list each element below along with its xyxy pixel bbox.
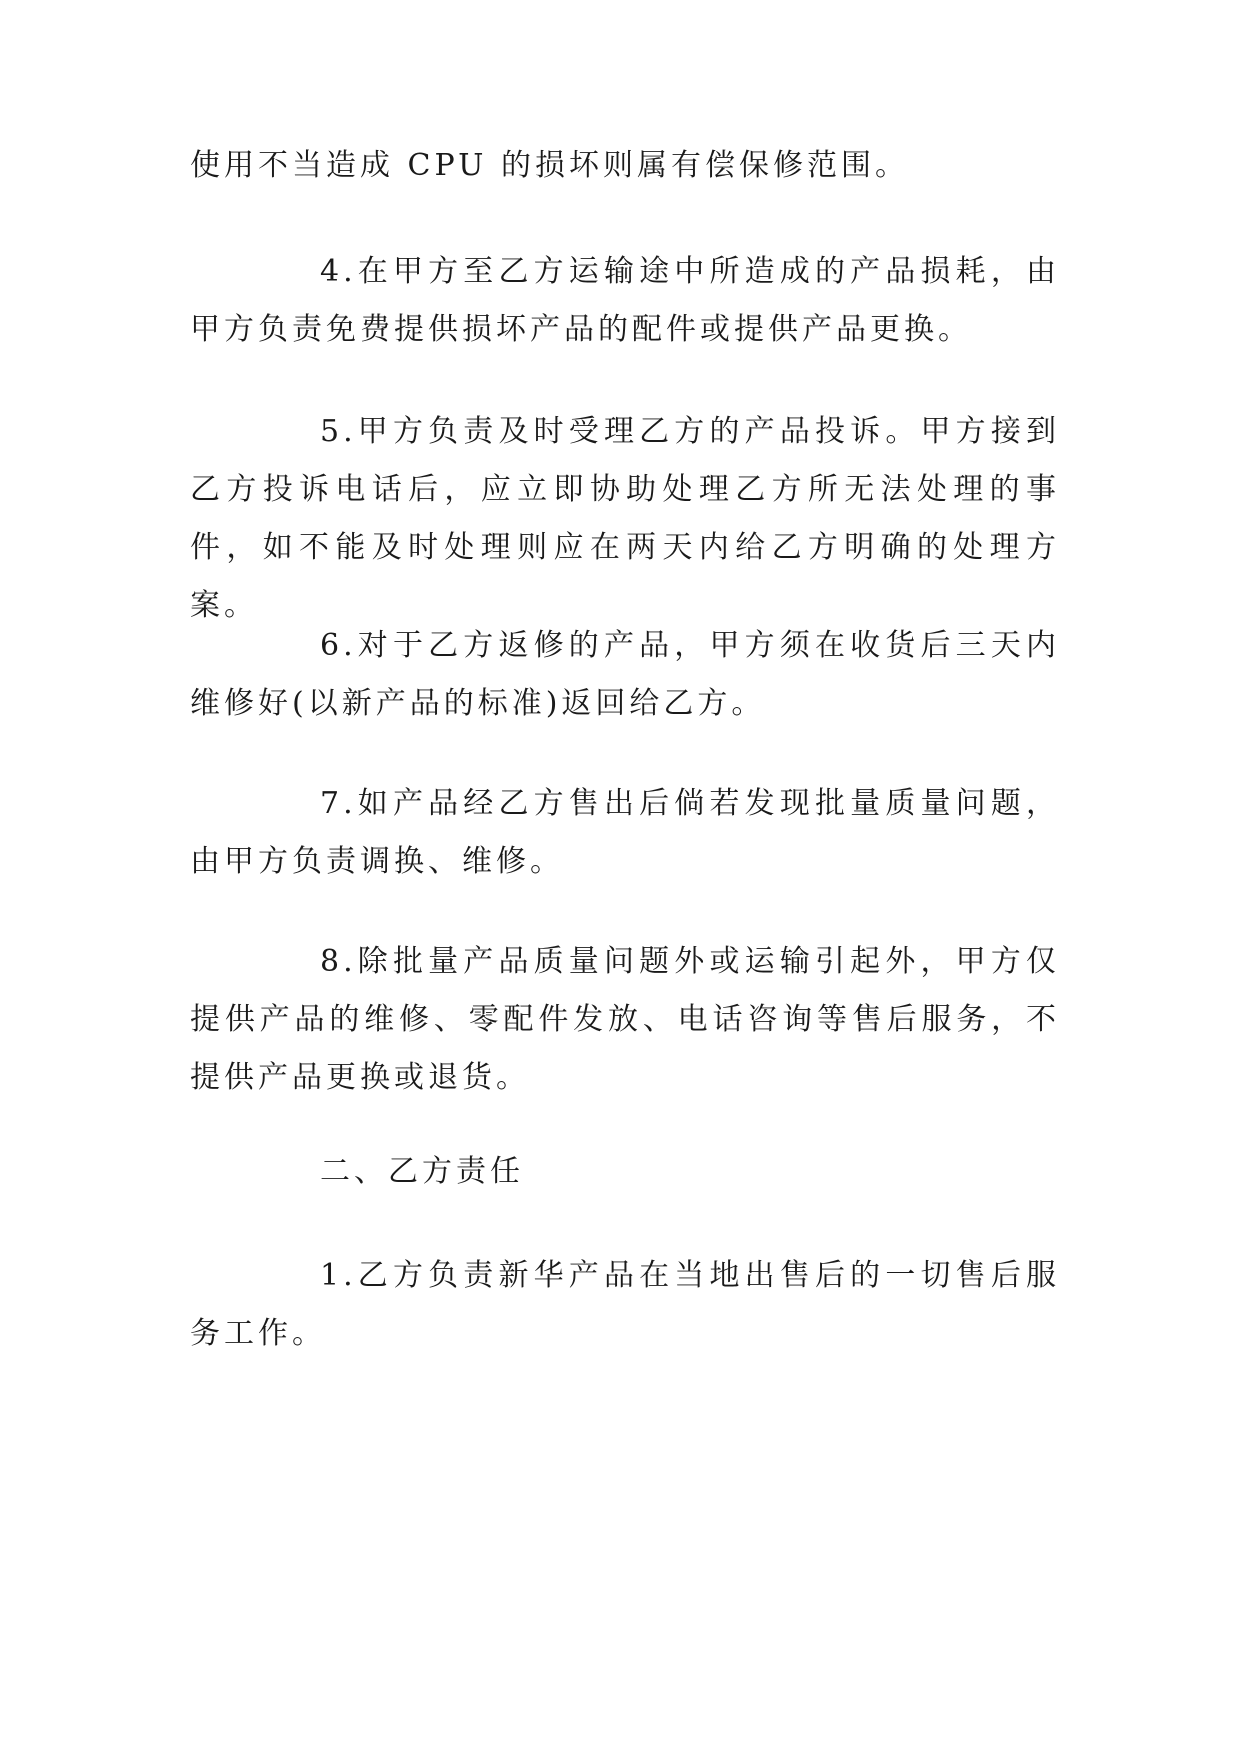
paragraph-item-7: 7.如产品经乙方售出后倘若发现批量质量问题，由甲方负责调换、维修。 (190, 786, 1060, 879)
paragraph-item-6: 6.对于乙方返修的产品，甲方须在收货后三天内维修好(以新产品的标准)返回给乙方。 (190, 628, 1060, 721)
paragraph-item-5: 5.甲方负责及时受理乙方的产品投诉。甲方接到乙方投诉电话后，应立即协助处理乙方所无法处理的事件，如不能及时处理则应在两天内给乙方明确的处理方案。 (190, 414, 1060, 623)
paragraph-item-4: 4.在甲方至乙方运输途中所造成的产品损耗，由甲方负责免费提供损坏产品的配件或提供产品更换。 (190, 254, 1060, 347)
paragraph-item-8: 8.除批量产品质量问题外或运输引起外，甲方仅提供产品的维修、零配件发放、电话咨询等售后服务，不提供产品更换或退货。 (190, 944, 1060, 1095)
paragraph-continuation: 使用不当造成 CPU 的损坏则属有偿保修范围。 (190, 148, 909, 183)
paragraph-item-b1: 1.乙方负责新华产品在当地出售后的一切售后服务工作。 (190, 1258, 1060, 1351)
section-heading-party-b-responsibilities: 二、乙方责任 (320, 1154, 524, 1189)
